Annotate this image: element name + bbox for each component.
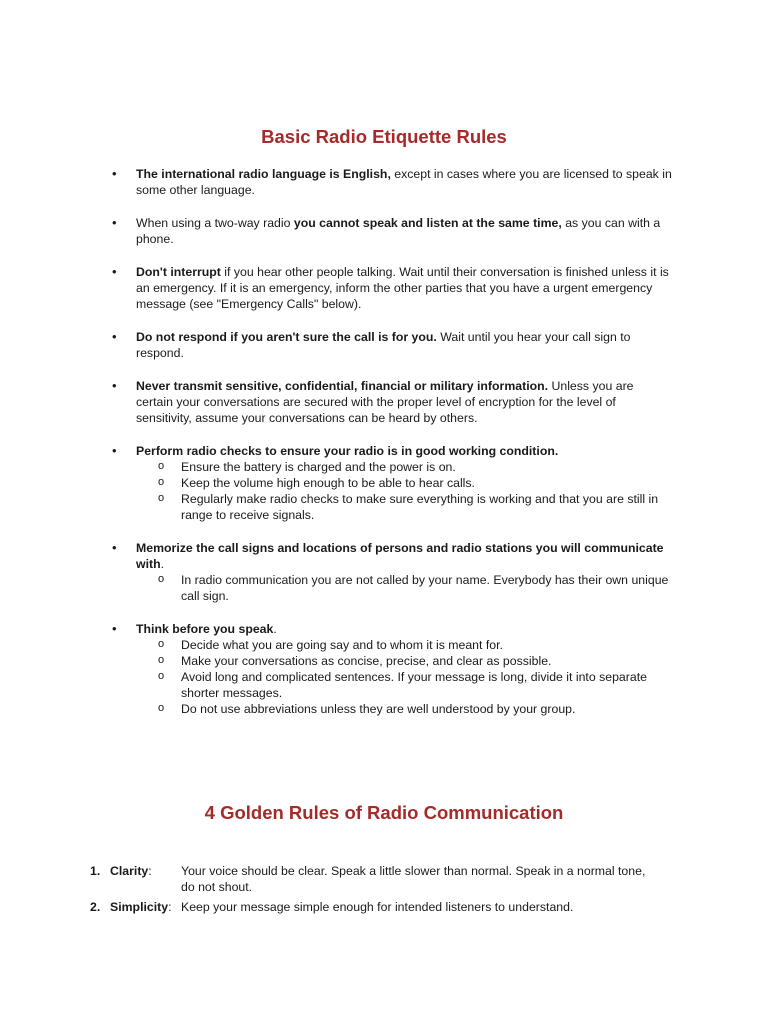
sub-list bbox=[136, 572, 672, 604]
rule-emphasis: Memorize the call signs and locations of persons and radio stations you will communicate with bbox=[136, 541, 664, 571]
sub-list-item: o Keep the volume high enough to be able to hear calls. bbox=[136, 475, 672, 491]
list-item bbox=[0, 215, 768, 247]
rule-text: if you hear other people talking. Wait until their conversation is finished unless it is an emergency. If it is an emergency, inform the other parties that you have a urgent emergency message (see "Emergency Calls" below). bbox=[136, 265, 669, 311]
page-title: Basic Radio Etiquette Rules bbox=[261, 126, 507, 147]
rule-text: Your voice should be clear. Speak a little slower than normal. Speak in a normal tone, do not shout. bbox=[181, 864, 646, 894]
rule-number: 2. bbox=[90, 900, 101, 914]
list-item bbox=[0, 264, 768, 312]
rule-term-label: Simplicity bbox=[110, 900, 169, 914]
sub-list-item: o In radio communication you are not called by your name. Everybody has their own unique call sign. bbox=[136, 572, 672, 604]
list-item bbox=[0, 443, 768, 523]
sub-list-item: o Do not use abbreviations unless they are well understood by your group. bbox=[136, 701, 672, 717]
sub-list bbox=[136, 459, 672, 523]
rule-text: except in cases where you are licensed to speak in some other language. bbox=[136, 167, 672, 197]
rule-text: Wait until you hear your call sign to respond. bbox=[136, 330, 631, 360]
sub-list-item: o Decide what you are going say and to whom it is meant for. bbox=[136, 637, 672, 653]
rule-text-lead: When using a two-way radio bbox=[136, 216, 294, 230]
list-item bbox=[0, 378, 768, 426]
rule-text: . bbox=[273, 622, 277, 636]
list-item bbox=[0, 863, 768, 895]
rule-term bbox=[110, 863, 152, 879]
rule-emphasis: Do not respond if you aren't sure the call is for you. bbox=[136, 330, 437, 344]
rule-text: Unless you are certain your conversations are secured with the proper level of encryption for the level of sensitivity, assume your conversations can be heard by others. bbox=[136, 379, 634, 425]
list-item bbox=[0, 621, 768, 717]
sub-list-item: o Make your conversations as concise, precise, and clear as possible. bbox=[136, 653, 672, 669]
section-title: 4 Golden Rules of Radio Communication bbox=[204, 802, 564, 823]
rule-term-label: Clarity bbox=[110, 864, 149, 878]
rule-emphasis: Don't interrupt bbox=[136, 265, 221, 279]
sub-list bbox=[136, 637, 672, 717]
etiquette-rules-list bbox=[0, 166, 768, 734]
list-item bbox=[0, 166, 768, 198]
rule-emphasis: Think before you speak bbox=[136, 622, 274, 636]
sub-list-item: o Ensure the battery is charged and the power is on. bbox=[136, 459, 672, 475]
rule-text: . bbox=[160, 557, 165, 571]
sub-list-item: o Avoid long and complicated sentences. If your message is long, divide it into separate shorter messages. bbox=[136, 669, 672, 701]
rule-number: 1. bbox=[90, 864, 101, 878]
sub-list-item: o Regularly make radio checks to make sure everything is working and that you are still in range to receive signals. bbox=[136, 491, 672, 523]
rule-term-separator: : bbox=[168, 900, 172, 914]
rule-emphasis: Never transmit sensitive, confidential, financial or military information. bbox=[136, 379, 549, 393]
rule-term bbox=[110, 899, 172, 915]
golden-rules-list bbox=[0, 863, 768, 919]
rule-emphasis: you cannot speak and listen at the same time, bbox=[293, 216, 562, 230]
rule-text: Keep your message simple enough for intended listeners to understand. bbox=[181, 900, 574, 914]
list-item bbox=[0, 540, 768, 604]
rule-emphasis: The international radio language is English, bbox=[136, 167, 391, 181]
rule-text: as you can with a phone. bbox=[136, 216, 661, 246]
rule-emphasis: Perform radio checks to ensure your radio is in good working condition. bbox=[136, 444, 559, 458]
list-item bbox=[0, 329, 768, 361]
rule-term-separator: : bbox=[148, 864, 152, 878]
list-item bbox=[0, 899, 768, 915]
